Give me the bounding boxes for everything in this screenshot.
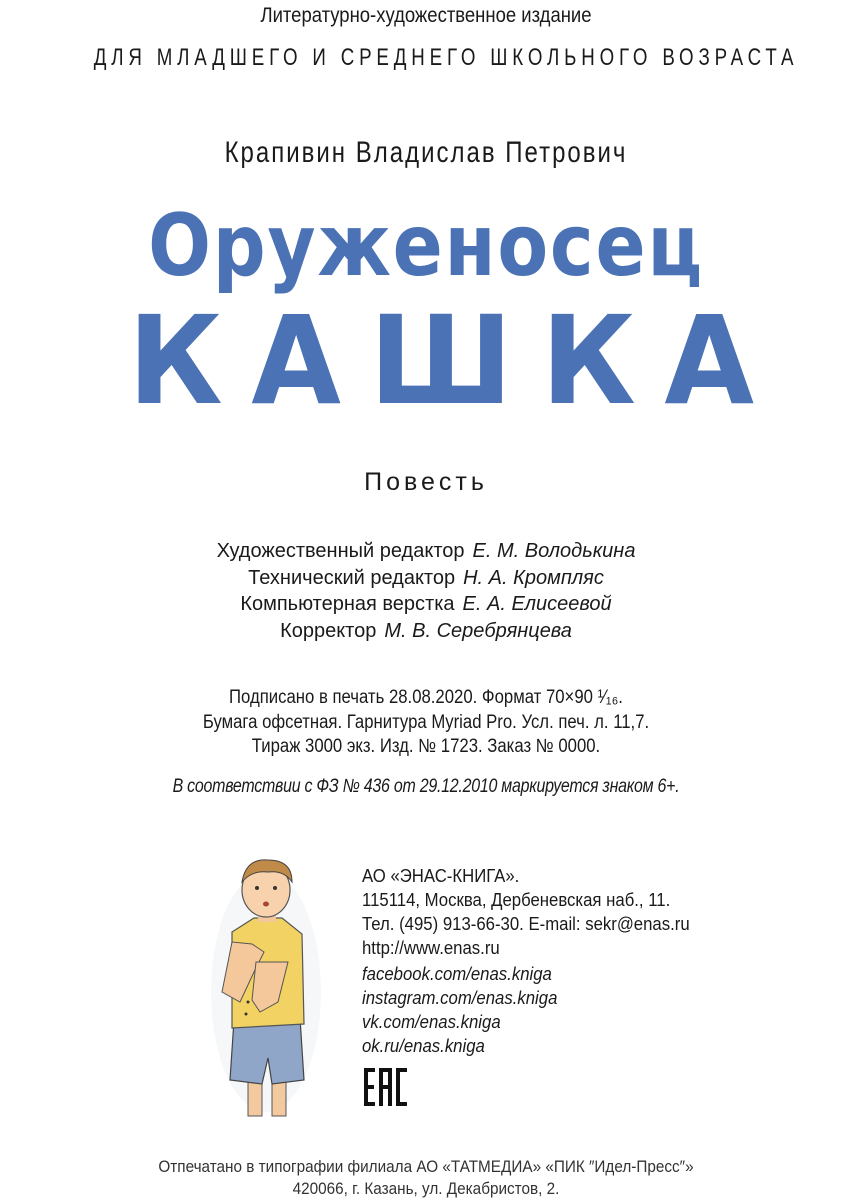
genre-label: Повесть [364, 468, 488, 496]
print-info-line: Тираж 3000 экз. Изд. № 1723. Заказ № 0000. [251, 736, 601, 757]
credit-role: Корректор [280, 619, 377, 642]
social-link-facebook[interactable]: facebook.com/enas.kniga [362, 964, 552, 984]
credit-row [0, 538, 852, 565]
credit-role: Художественный редактор [216, 540, 465, 562]
social-links [362, 962, 557, 1058]
publisher-website[interactable]: http://www.enas.ru [362, 938, 500, 958]
credit-role: Технический редактор [248, 566, 456, 589]
credit-row [0, 591, 852, 618]
author-name: Крапивин Владислав Петрович [224, 136, 628, 169]
credit-role: Компьютерная верстка [240, 593, 455, 615]
printer-line: Отпечатано в типографии филиала АО «ТАТМЕДИА» «ПИК ″Идел-Пресс″» [158, 1157, 694, 1176]
print-info-line: Бумага офсетная. Гарнитура Myriad Pro. Усл. печ. л. 11,7. [202, 711, 650, 733]
book-title-line2: КАШКА [127, 290, 783, 432]
credit-row [0, 565, 852, 592]
edition-type: Литературно-художественное издание [260, 4, 592, 27]
publisher-name: АО «ЭНАС-КНИГА». [362, 866, 520, 886]
credit-name: Е. А. Елисеевой [462, 593, 612, 615]
publisher-address: 115114, Москва, Дербеневская наб., 11. [362, 890, 671, 910]
credit-name: Е. М. Володькина [472, 540, 636, 562]
print-info [51, 686, 801, 760]
printer-line: 420066, г. Казань, ул. Декабристов, 2. [292, 1179, 560, 1198]
social-link-ok[interactable]: ok.ru/enas.kniga [362, 1036, 485, 1056]
publisher-info [362, 864, 690, 960]
book-title-line1: Оруженосец [148, 196, 704, 296]
credit-name: М. В. Серебрянцева [384, 619, 572, 642]
credit-name: Н. А. Кромпляс [463, 566, 604, 589]
credits-block [0, 538, 852, 644]
printer-info [43, 1156, 810, 1200]
social-link-vk[interactable]: vk.com/enas.kniga [362, 1012, 501, 1032]
credit-row [0, 618, 852, 645]
print-info-line: Подписано в печать 28.08.2020. Формат 70×90 ¹⁄₁₆. [229, 687, 623, 708]
age-group: ДЛЯ МЛАДШЕГО И СРЕДНЕГО ШКОЛЬНОГО ВОЗРАСТА [93, 44, 799, 71]
social-link-instagram[interactable]: instagram.com/enas.kniga [362, 988, 558, 1008]
eac-certification-icon [364, 1068, 408, 1106]
publisher-contacts: Тел. (495) 913-66-30. E-mail: sekr@enas.ru [362, 914, 690, 934]
boy-illustration-icon [196, 852, 346, 1124]
boy-illustration [196, 852, 346, 1124]
age-rating-notice: В соответствии с ФЗ № 436 от 29.12.2010 маркируется знаком 6+. [172, 776, 680, 797]
